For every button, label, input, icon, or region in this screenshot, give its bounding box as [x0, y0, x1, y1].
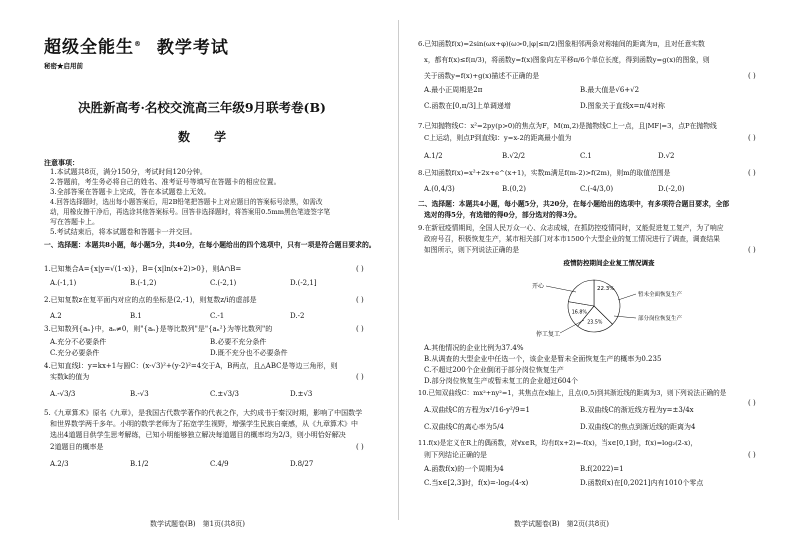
- answer-blank: ( ): [356, 296, 364, 304]
- q9-option-c: C.不超过200个企业倒闭于部分岗位恢复生产: [424, 366, 564, 374]
- answer-blank: ( ): [748, 134, 756, 142]
- q3-option-a: A.充分不必要条件: [50, 338, 107, 346]
- callout-label: 停工复工: [536, 331, 561, 338]
- page-footer: 数学试题卷(B) 第2页(共8页): [514, 520, 609, 528]
- q4-option-c: C.±√3/3: [210, 390, 239, 398]
- note-item: 动，用橡皮擦干净后，再选涂其他答案标号。回答非选择题时，将答案用0.5mm黑色笔迹签字笔: [50, 208, 331, 216]
- notes-heading: 注意事项：: [44, 158, 79, 167]
- note-item: 4.回答选择题时，选出每小题答案后，用2B铅笔把答题卡上对应题目的答案标号涂黑，如需改: [50, 198, 323, 206]
- q3-option-b: B.必要不充分条件: [210, 338, 267, 346]
- question-1-stem: 1.已知集合A={x|y=√(1-x)}，B={x|ln(x+2)>0}，则A∩B=: [44, 265, 242, 273]
- question-9-stem-cont: 政府号召，积极恢复生产，某市相关部门对本市1500个大型企业的复工情况进行了调查，调查结果: [424, 235, 720, 243]
- q10-option-a: A.双曲线C的方程为x²/16-y²/9=1: [424, 406, 530, 414]
- question-9-stem: 9.在新冠疫情期间，全国人民万众一心、众志成城，在抓防控疫情同时，又能促进复工复产，为了响应: [418, 224, 724, 232]
- note-item: 写在答题卡上。: [50, 218, 99, 226]
- q10-option-b: B.双曲线C的渐近线方程为y=±3/4x: [580, 406, 694, 414]
- q8-option-b: B.(0,2): [502, 185, 526, 193]
- slice-value-label: 16.8%: [571, 310, 588, 316]
- question-5-stem-cont: 选出4道题目供学生思考解练，已知小明能够独立解决每道题目的概率均为2/3，则小明恰好解决: [50, 431, 346, 439]
- question-8-stem: 8.已知函数f(x)=x²+2x+e^(x+1)，实数m满足f(m-2)>f(2m)，则m的取值范围是: [418, 169, 671, 177]
- answer-blank: ( ): [748, 399, 756, 407]
- callout-label: 开心: [532, 283, 545, 290]
- right-page: [404, 0, 794, 543]
- slice-value-label: 23.5%: [587, 320, 603, 326]
- q2-option-a: A.2: [50, 312, 62, 320]
- question-2-stem: 2.已知复数z在复平面内对应的点的坐标是(2,-1)，则复数z/i的虚部是: [44, 296, 257, 304]
- q11-option-a: A.函数f(x)的一个周期为4: [424, 465, 504, 473]
- answer-blank: ( ): [356, 265, 364, 273]
- q9-option-b: B.从调查的大型企业中任选一个，该企业是暂未全面恢复生产的概率为0.235: [424, 355, 662, 363]
- question-6-stem-cont: x，都有f(x)≤f(π/3)，将函数y=f(x)图象向左平移π/6个单位长度，得到函数y=g(x)的图象，则: [424, 56, 710, 64]
- question-4-stem-cont: 实数k的值为: [50, 373, 90, 381]
- question-5-stem-cont: 2道题目的概率是: [50, 443, 104, 451]
- q7-option-d: D.√2: [658, 152, 675, 160]
- question-10-stem: 10.已知双曲线C：mx²+ny²=1，其焦点在x轴上，且点(0,5)到其渐近线的距离为3，则下列说法正确的是: [418, 389, 727, 397]
- page-footer: 数学试题卷(B) 第1页(共8页): [150, 520, 245, 528]
- question-5-stem: 5.《九章算术》原名《九章》，是我国古代数学著作的代表之作，大约成书于秦汉时期，影响了中国数学: [44, 409, 363, 417]
- q3-option-c: C.充分必要条件: [50, 349, 100, 357]
- brand-mark: ®: [134, 40, 142, 48]
- q7-option-c: C.1: [580, 152, 592, 160]
- brand-subtitle: 教学考试: [156, 37, 229, 58]
- q7-option-a: A.1/2: [424, 152, 443, 160]
- q5-option-d: D.8/27: [290, 460, 314, 468]
- question-7-stem: 7.已知抛物线C：x²=2py(p>0)的焦点为F，M(m,2)是抛物线C上一点，且|MF|=3，点P在抛物线: [418, 122, 717, 130]
- pie-chart: [514, 256, 704, 342]
- brand-name: 超级全能生: [44, 37, 134, 58]
- q2-option-d: D.-2: [290, 312, 305, 320]
- q6-option-a: A.最小正周期是2π: [424, 86, 483, 94]
- q1-option-d: D.(-2,1]: [290, 279, 317, 287]
- q1-option-b: B.(-1,2): [130, 279, 157, 287]
- question-7-stem-cont: C上运动，则点P到直线l：y=x-2的距离最小值为: [424, 134, 572, 142]
- brand-logo: [44, 34, 229, 58]
- q1-option-a: A.(-1,1): [50, 279, 77, 287]
- q5-option-c: C.4/9: [210, 460, 229, 468]
- pie-slice: [568, 280, 594, 306]
- q1-option-c: C.(-2,1): [210, 279, 237, 287]
- q6-option-c: C.函数在[0,π/3]上单调递增: [424, 102, 511, 110]
- q6-option-b: B.最大值是√6+√2: [580, 86, 640, 94]
- question-5-stem-cont: 和世界数学两千多年。小明的数学老师为了拓宽学生视野，增强学生民族自豪感，从《九章算术》中: [50, 420, 358, 428]
- question-6-stem: 6.已知函数f(x)=2sin(ωx+φ)(ω>0,|φ|≤π/2)图象相邻两条对称轴间的距离为π，且对任意实数: [418, 40, 705, 48]
- page-title: 决胜新高考·名校交流高三年级9月联考卷(B): [78, 100, 326, 115]
- note-item: 1.本试题共8页，满分150分，考试时间120分钟。: [50, 168, 207, 176]
- question-9-stem-cont: 如图所示，则下列说法正确的是: [424, 246, 520, 254]
- q10-option-d: D.双曲线C的焦点到渐近线的距离为4: [580, 423, 696, 431]
- answer-blank: ( ): [356, 373, 364, 381]
- note-item: 3.全部答案在答题卡上完成，答在本试题卷上无效。: [50, 188, 211, 196]
- q8-option-a: A.(0,4/3): [424, 185, 455, 193]
- callout-label: 部分岗位恢复生产: [638, 316, 683, 322]
- section-2-heading: 二、选择题：本题共4小题，每小题5分，共20分，在每小题给出的选项中，有多项符合题目要求，全部: [418, 200, 730, 208]
- secret-label: 秘密★启用前: [44, 62, 83, 70]
- q4-option-a: A.-√3/3: [50, 390, 76, 398]
- q2-option-c: C.-1: [210, 312, 225, 320]
- q11-option-c: C.当x∈[2,3]时，f(x)=-log₂(4-x): [424, 479, 529, 487]
- question-11-stem: 11.f(x)是定义在R上的偶函数，对∀x∈R，均有f(x+2)=-f(x)，当x∈[0,1]时，f(x)=log₂(2-x)，: [418, 439, 697, 447]
- question-3-stem: 3.已知数列{aₙ}中，aₙ≠0，则"{aₙ}是等比数列"是"{aₙ²}为等比数列"的: [44, 325, 273, 333]
- q4-option-b: B.-√3: [130, 390, 149, 398]
- answer-blank: ( ): [748, 451, 756, 459]
- q4-option-d: D.±√3: [290, 390, 313, 398]
- question-4-stem: 4.已知直线l：y=kx+1与圆C：(x-√3)²+(y-2)²=4交于A，B两点，且△ABC是等边三角形，则: [44, 362, 338, 370]
- section-2-heading-cont: 选对的得5分，有选错的得0分，部分选对的得3分。: [424, 211, 581, 219]
- q8-option-d: D.(-2,0): [658, 185, 685, 193]
- q9-option-a: A.其他情况的企业比例为37.4%: [424, 344, 524, 352]
- page-divider: [398, 20, 399, 520]
- answer-blank: ( ): [748, 246, 756, 254]
- note-item: 2.答题前，考生务必将自己的姓名、准考证号等填写在答题卡的相应位置。: [50, 178, 281, 186]
- q5-option-b: B.1/2: [130, 460, 149, 468]
- question-11-stem-cont: 则下列结论正确的是: [424, 451, 487, 459]
- question-6-stem-cont: 关于函数y=f(x)+g(x)描述不正确的是: [424, 72, 540, 80]
- q11-option-b: B.f(2022)=1: [580, 465, 624, 473]
- q6-option-d: D.图象关于直线x=π/4对称: [580, 102, 665, 110]
- q7-option-b: B.√2/2: [502, 152, 526, 160]
- q11-option-d: D.函数f(x)在[0,2021]内有1010个零点: [580, 479, 704, 487]
- chart-title: 疫情防控期间企业复工情况调查: [563, 259, 655, 267]
- answer-blank: ( ): [748, 169, 756, 177]
- subject-heading: 数 学: [178, 130, 237, 144]
- answer-blank: ( ): [356, 325, 364, 333]
- left-page: [0, 0, 390, 543]
- answer-blank: ( ): [748, 72, 756, 80]
- answer-blank: ( ): [356, 443, 364, 451]
- q8-option-c: C.(-4/3,0): [580, 185, 614, 193]
- q5-option-a: A.2/3: [50, 460, 69, 468]
- callout-label: 暂未全面恢复生产: [638, 292, 683, 298]
- section-1-heading: 一、选择题：本题共8小题，每小题5分，共40分，在每小题给出的四个选项中，只有一项是符合题目要求的。: [44, 241, 376, 249]
- q3-option-d: D.既不充分也不必要条件: [210, 349, 288, 357]
- q10-option-c: C.双曲线C的离心率为5/4: [424, 423, 504, 431]
- callout-label: 22.3%: [597, 286, 615, 292]
- q9-option-d: D.部分岗位恢复生产或暂未复工的企业超过604个: [424, 377, 578, 385]
- note-item: 5.考试结束后，将本试题卷和答题卡一并交回。: [50, 228, 197, 236]
- callout-line: [546, 286, 576, 292]
- callout-line: [618, 294, 636, 300]
- q2-option-b: B.1: [130, 312, 142, 320]
